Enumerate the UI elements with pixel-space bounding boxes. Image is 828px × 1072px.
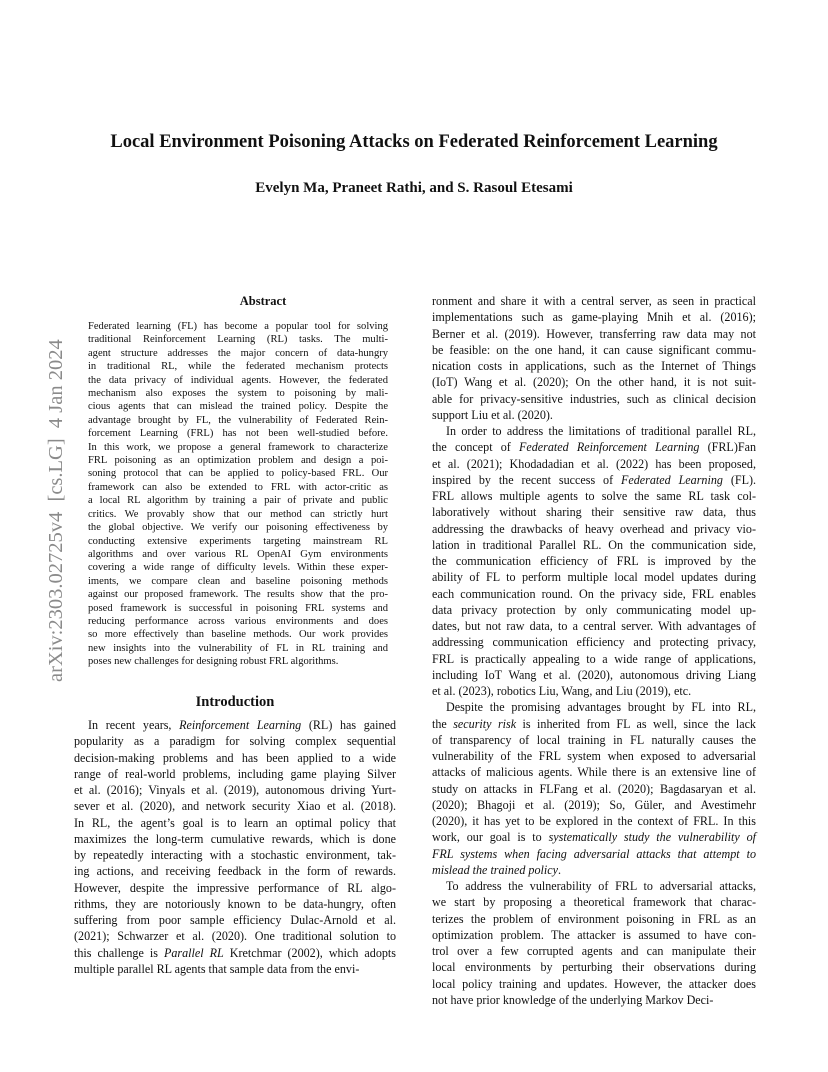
abstract-line: algorithms and over various RL OpenAI Gym environments [88, 548, 388, 560]
text-line [432, 894, 756, 910]
abstract-line: new insights into the vulnerability of FL in RL training and [88, 642, 388, 654]
text-line [74, 750, 396, 766]
text-line [432, 927, 756, 943]
text-line [432, 878, 756, 894]
introduction-heading: Introduction [195, 694, 275, 710]
text-line [432, 488, 756, 504]
text-segment: this challenge is [74, 945, 164, 960]
text-segment: inspired by the recent success of [432, 472, 621, 487]
text-segment: range of real-world problems, including game playing Silver [74, 766, 396, 781]
text-line [432, 618, 756, 634]
abstract-line: conducting extensive experiments targeting mainstream RL [88, 535, 388, 547]
text-segment: popularity as a paradigm for solving complex sequential [74, 734, 396, 749]
abstract-line: FRL poisoning as an optimization problem and design a poi- [88, 455, 388, 467]
text-segment: local policy training and updates. However, the attacker does [432, 976, 756, 991]
text-segment: the [432, 716, 454, 731]
text-line [74, 717, 396, 733]
text-line [432, 407, 756, 423]
text-segment: the concept of [432, 440, 519, 455]
text-line [74, 733, 396, 749]
abstract-line: iments, we compare clean and baseline poisoning methods [88, 575, 388, 587]
text-line [74, 847, 396, 863]
text-segment: work, our goal is to [432, 830, 549, 845]
abstract-line: mechanism also exposes the system to poisoning by mali- [88, 388, 388, 400]
text-segment: Berner et al. (2019). However, transferring raw data may not [432, 326, 756, 341]
text-line [432, 959, 756, 975]
abstract-line: poses new challenges for designing robust FRL algorithms. [88, 656, 339, 668]
abstract-line: advantage brought by FL, the vulnerability of Federated Rein- [88, 414, 388, 426]
abstract-line: in traditional RL, while the federated mechanism protects [88, 361, 388, 373]
text-line [432, 683, 756, 699]
text-segment: trol over a few corrupted agents and can manipulate their [432, 944, 756, 958]
text-segment: (2021); Schwarzer et al. (2020). One traditional solution to [74, 929, 396, 944]
text-segment: lation in traditional Parallel RL. On the communication side, [432, 537, 756, 552]
text-line [432, 504, 756, 520]
text-line [432, 326, 756, 342]
text-line [74, 945, 396, 961]
text-segment: vulnerability of the FRL system when exposed to adversarial [432, 749, 756, 763]
text-line [432, 716, 756, 732]
text-segment: data privacy protection by only communicating model up- [432, 602, 756, 617]
italic-text: security risk [453, 716, 517, 731]
text-line [432, 748, 756, 764]
text-segment: laboratively without sharing their sensitive raw data, thus [432, 505, 756, 520]
abstract-line: Federated learning (FL) has become a popular tool for solving [88, 321, 388, 332]
text-line [432, 846, 756, 862]
abstract-line: critics. We provably show that our method can strictly hurt [88, 508, 388, 520]
abstract-heading: Abstract [239, 294, 287, 308]
text-segment: ability of FL to perform multiple local model updates during [432, 570, 756, 585]
text-segment: multiple parallel RL agents that sample data from the envi- [74, 961, 360, 976]
abstract-line: covering a wide range of difficulty levels. Within these exper- [88, 562, 388, 574]
text-line [74, 912, 396, 928]
abstract-line: the data privacy of individual agents. However, the federated [88, 374, 388, 386]
text-line [432, 553, 756, 569]
text-line [432, 732, 756, 748]
paper-authors: Evelyn Ma, Praneet Rathi, and S. Rasoul Etesami [255, 180, 573, 196]
text-segment: ing actions, and receiving feedback in the form of rewards. [74, 864, 396, 879]
text-segment: FRL allows multiple agents to solve the same RL task col- [432, 489, 756, 503]
abstract-body [88, 320, 388, 669]
arxiv-identifier: arXiv:2303.02725v4 [cs.LG] 4 Jan 2024 [45, 339, 67, 682]
abstract-line: framework can also be extended to FRL with actor-critic as [88, 481, 388, 493]
text-line [432, 391, 756, 407]
text-segment: Kretchmar (2002), which adopts [223, 945, 396, 960]
text-segment: (IoT) Wang et al. (2020); On the other hand, it is not suit- [432, 375, 756, 390]
text-segment: attacks of malicious agents. While there is an extensive line of [432, 765, 756, 780]
abstract-line: so more effectively than baseline methods. Our work provides [88, 629, 388, 641]
abstract-line: agent structure addresses the major concern of data-hungry [88, 347, 388, 359]
abstract-line: In this work, we propose a general framework to characterize [88, 441, 388, 453]
text-line [432, 699, 756, 715]
text-segment: not have prior knowledge of the underlying Markov Deci- [432, 992, 714, 1007]
text-line [432, 537, 756, 553]
abstract-line: posed framework is successful in poisoning FRL systems and [88, 602, 388, 614]
text-line [432, 602, 756, 618]
text-line [432, 586, 756, 602]
text-segment: terizes the problem of environment poisoning in FRL as an [432, 911, 756, 926]
text-line [432, 813, 756, 829]
text-line [74, 961, 396, 977]
text-line [432, 992, 756, 1008]
text-segment: However, despite the impressive performance of RL algo- [74, 880, 396, 895]
text-segment: FRL is practically appealing to a wide range of applications, [432, 651, 756, 666]
italic-text: Federated Reinforcement Learning [518, 440, 700, 455]
text-line [74, 815, 396, 831]
text-segment: be feasible: on the one hand, it can cause significant commu- [432, 342, 756, 357]
introduction-left-column [74, 717, 396, 977]
text-segment: rithms, they are notoriously known to be data-hungry, often [74, 896, 396, 911]
text-segment: (2020); Bhagoji et al. (2019); So, Güler, and Avestimehr [432, 797, 756, 812]
text-line [432, 439, 756, 455]
text-line [432, 374, 756, 390]
text-line [432, 521, 756, 537]
text-segment: sever et al. (2020), and network security Xiao et al. (2018). [74, 799, 396, 814]
text-segment: (FRL)Fan [699, 440, 756, 455]
text-segment: et al. (2016); Vinyals et al. (2019), autonomous driving Yurt- [74, 783, 396, 797]
italic-text: systematically study the vulnerability of [548, 830, 756, 845]
text-line [432, 829, 756, 845]
text-segment: study on attacks in FLFang et al. (2020); Bagdasaryan et al. [432, 781, 756, 796]
abstract-line: cious agents that can mislead the trained policy. Despite the [88, 401, 388, 413]
text-segment: the communication efficiency of FRL is improved by the [432, 554, 756, 568]
text-line [432, 667, 756, 683]
text-segment: et al. (2023), robotics Liu, Wang, and Liu (2019), etc. [432, 684, 692, 698]
text-segment: nication costs in applications, such as the Internet of Things [432, 359, 756, 373]
text-segment: In RL, the agent’s goal is to learn an optimal policy that [74, 815, 396, 830]
text-line [432, 651, 756, 667]
text-line [74, 896, 396, 912]
text-segment: In recent years, [88, 718, 180, 732]
text-segment: able for privacy-sensitive industries, such as clinical decision [432, 391, 756, 406]
text-line [74, 782, 396, 798]
abstract-line: the global objective. We verify our poisoning effectiveness by [88, 522, 388, 534]
text-line [432, 976, 756, 992]
text-segment: (FL). [722, 472, 757, 487]
text-line [432, 472, 756, 488]
text-segment: support Liu et al. (2020). [432, 407, 553, 422]
paper-title: Local Environment Poisoning Attacks on Federated Reinforcement Learning [110, 132, 718, 152]
text-line [432, 943, 756, 959]
text-line [74, 880, 396, 896]
text-segment: (RL) has gained [301, 718, 396, 732]
text-segment: (2020), it has yet to be explored in the context of FRL. In this [432, 814, 756, 828]
text-segment: suffering from poor sample efficiency Dulac-Arnold et al. [74, 913, 396, 927]
text-segment: maximizes the long-term cumulative rewards, which is done [74, 831, 396, 846]
text-segment: dates, but not raw data, to a central server. With advantages of [432, 619, 756, 633]
text-segment: including IoT Wang et al. (2020), autonomous driving Liang [432, 667, 756, 682]
text-line [432, 293, 756, 309]
text-segment: of transparency of local training in FL naturally causes the [432, 732, 756, 747]
abstract-line: against our proposed framework. The results show that the pro- [88, 589, 388, 601]
text-line [432, 342, 756, 358]
text-line [432, 456, 756, 472]
abstract-line: reducing performance across various environments and does [88, 615, 388, 627]
text-line [432, 569, 756, 585]
italic-text: Federated Learning [621, 472, 723, 487]
text-segment: we start by proposing a theoretical framework that charac- [432, 895, 756, 910]
text-line [432, 911, 756, 927]
text-segment: is inherited from FL as well, since the lack [516, 716, 756, 731]
text-line [432, 309, 756, 325]
text-segment: by repeatedly interacting with a stochastic environment, tak- [74, 848, 396, 862]
text-segment: . [557, 862, 561, 877]
text-line [74, 831, 396, 847]
text-line [432, 764, 756, 780]
text-line [432, 862, 756, 878]
text-segment: optimization problem. The attacker is assumed to have con- [432, 927, 756, 942]
text-segment: decision-making problems and has been applied to a wide [74, 750, 396, 765]
text-line [432, 423, 756, 439]
text-line [74, 928, 396, 944]
abstract-line: forcement Learning (FRL) has not been well-studied before. [88, 428, 388, 440]
text-line [74, 766, 396, 782]
text-segment: local environments by perturbing their observations during [432, 960, 756, 975]
abstract-line: traditional Reinforcement Learning (RL) tasks. The multi- [88, 334, 388, 346]
italic-text: Parallel RL [163, 945, 224, 960]
italic-text: FRL systems when facing adversarial attacks that attempt to [432, 846, 756, 861]
text-line [432, 797, 756, 813]
text-segment: addressing communication efficiency and protecting privacy, [432, 635, 756, 650]
text-segment: To address the vulnerability of FRL to adversarial attacks, [446, 879, 756, 893]
text-line [74, 798, 396, 814]
abstract-line: a local RL algorithm by training a pair of private and public [88, 495, 388, 507]
introduction-right-column [432, 293, 756, 1008]
text-segment: addressing the drawbacks of heavy overhead and privacy vio- [432, 521, 756, 536]
text-line [74, 863, 396, 879]
text-segment: Despite the promising advantages brought by FL into RL, [446, 700, 756, 715]
text-segment: ronment and share it with a central server, as seen in practical [432, 294, 756, 308]
abstract-line: soning protocol that can be applied to policy-based FRL. Our [88, 468, 388, 480]
text-segment: each communication round. On the privacy side, FRL enables [432, 586, 756, 601]
italic-text: mislead the trained policy [432, 862, 558, 877]
italic-text: Reinforcement Learning [179, 718, 302, 732]
text-line [432, 781, 756, 797]
text-line [432, 634, 756, 650]
text-segment: et al. (2021); Khodadadian et al. (2022) has been proposed, [432, 456, 756, 471]
text-segment: In order to address the limitations of traditional parallel RL, [446, 424, 756, 438]
text-line [432, 358, 756, 374]
text-segment: implementations such as game-playing Mnih et al. (2016); [432, 310, 756, 325]
